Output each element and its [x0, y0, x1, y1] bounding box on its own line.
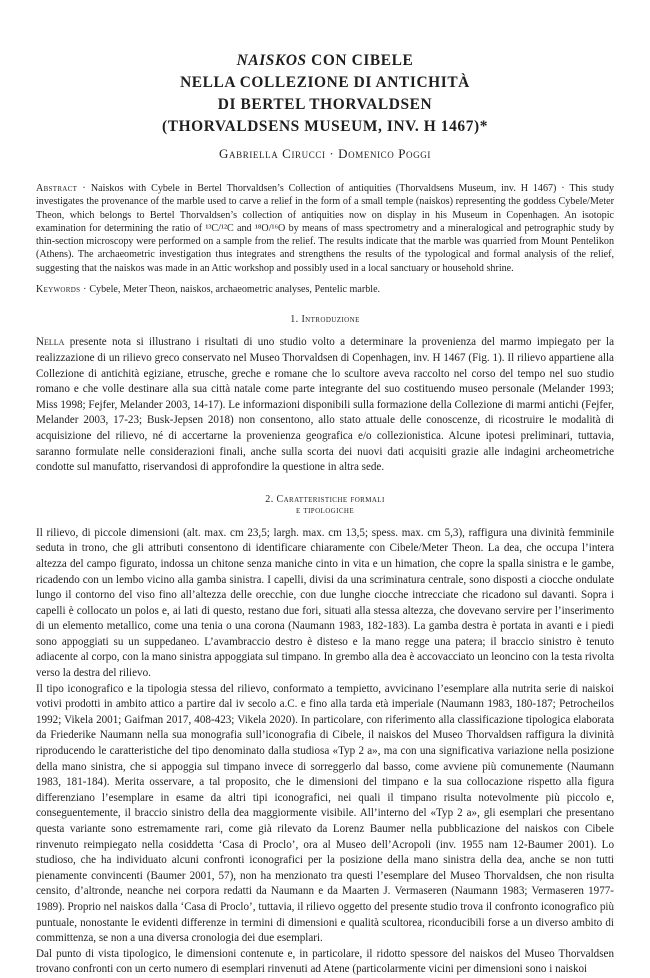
section-introduction [36, 314, 614, 475]
page [36, 50, 614, 978]
abstract-text: Naiskos with Cybele in Bertel Thorvaldsen’s Collection of antiquities (Thorvaldsens Museum, inv. H 1467) · This study investigates the provenance of the marble used to carve a relief in the form of a small temple (naiskos) representing the goddess Cybele/Meter Theon, which belongs to Bertel Thorvaldsen’s collection of antiquities now on display in his Museum in Copenhagen. An isotopic examination for determining the ratio of ¹³C/¹²C and ¹⁸O/¹⁶O by means of mass spectrometry and a mineralogical and petrographic study by thin-section microscopy were performed on a sample from the relief. The results indicate that the marble was quarried from Mount Pentelikon (Athens). The archaeometric investigation thus integrates and strengthens the results of the typological and formal analysis of the relief, suggesting that the naiskos was made in an Attic workshop and possibly used in a local sanctuary or household shrine. [36, 183, 614, 274]
section-2-paragraph-3: Dal punto di vista tipologico, le dimensioni contenute e, in particolare, il ridotto spessore del naiskos del Museo Thorvaldsen trovano confronti con un certo numero di esemplari rinvenuti ad Atene (particolarmente vicini per dimensioni sono i naiskoi [36, 947, 614, 976]
title-line-4: (THORVALDSENS MUSEUM, INV. H 1467)* [161, 118, 489, 135]
section-2-paragraph-1: Il rilievo, di piccole dimensioni (alt. max. cm 23,5; largh. max. cm 13,5; spess. max. cm 5,3), raffigura una divinità femminile seduta in trono, che gli attributi consentono di identificare chiaramente con Cibele/Meter Theon. La dea, che occupa l’intera altezza del campo figurato, indossa un chitone senza maniche cinto in vita e un himation, che copre la spalla sinistra e le gambe, ricadendo con un lembo vicino alla gamba sinistra. I capelli, divisi da una scriminatura centrale, sono disposti a ciocche ondulate lungo il contorno del viso fino all’altezza delle orecchie, con due lunghe ciocche intrecciate che ricadono sul davanti. Sopra i capelli è collocato un polos e, ai lati di questo, restano due fori, situati alla stessa altezza, che dovevano servire per l’inserimento di un elemento metallico, come una tenia o una corona (Naumann 1983, 182-183). La gamba destra è portata in avanti e i piedi sono appoggiati su un suppedaneo. L’avambraccio destro è disteso e la mano regge una patera; il braccio sinistro è tenuto adiacente al corpo, con la mano sinistra appoggiata sul timpano. In grembo alla dea è accovacciato un leoncino con la testa rivolta verso la destra del rilievo. [36, 526, 614, 680]
title-naiskos: NAISKOS [236, 52, 307, 69]
section-2-subheading: e tipologiche [295, 505, 355, 516]
section-1-paragraph [36, 335, 614, 475]
abstract-label: Abstract · [36, 183, 87, 194]
keywords-text: Cybele, Meter Theon, naiskos, archaeometric analyses, Pentelic marble. [86, 284, 381, 296]
section-1-text: presente nota si illustrano i risultati di uno studio volto a determinare la provenienza del marmo impiegato per la realizzazione di un rilievo greco conservato nel Museo Thorvaldsen di Copenhagen, inv. H 1467 (Fig. 1). Il rilievo appartiene alla Collezione di antichità egiziane, etrusche, greche e romane che lo scultore aveva raccolto nel corso del tempo nel suo studio romano e che volle destinare alla sua città natale come parte integrante del suo costituendo museo personale (Melander 1993; Miss 1998; Fejfer, Melander 2003, 14-17). Le informazioni disponibili sulla formazione della Collezione di marmi antichi (Fejfer, Melander 2003, 17-23; Busk-Jepsen 2018) non consentono, allo stato attuale delle conoscenze, di ricostruire le modalità di acquisizione del rilievo, né di accertarne la provenienza geografica e/o collezionistica. Alcune ipotesi preliminari, tuttavia, saranno formulate nelle considerazioni finali, anche sulla scorta dei nuovi dati acquisiti grazie alle indagini archeometriche condotte sul manufatto, riservandosi di approfondire la questione in altra sede. [36, 336, 614, 474]
section-formal-characteristics [36, 494, 614, 978]
section-2-paragraph-2: Il tipo iconografico e la tipologia stessa del rilievo, conformato a tempietto, avvicinano l’esemplare alla nutrita serie di naiskoi votivi prodotti in ambito attico a partire dal iv secolo a.C. e fino alla tarda età imperiale (Naumann 1983, 180-187; Petrocheilos 1992; Vikela 2001; Gaifman 2017, 408-423; Vikela 2020). In particolare, con riferimento alla classificazione tipologica elaborata da Friederike Naumann nella sua monografia sull’iconografia di Cibele, il naiskos del Museo Thorvaldsen raffigura la divinità riproducendo le caratteristiche del tipo denominato dalla studiosa «Typ 2 a», ma con una significativa variazione nella posizione della mano sinistra, che si appoggia sul timpano invece di sorreggerlo dal basso, come avviene più comunemente (Naumann 1983, 181-184). Merita osservare, a tal proposito, che le dimensioni del timpano e la sua collocazione rispetto alla figura differenziano l’esemplare in esame da altri tipi iconografici, nei quali il timpano risulta notevolmente più piccolo e, conseguentemente, il braccio sinistro della dea maggiormente visibile. All’interno del «Typ 2 a», gli esemplari che presentano questa variante sono estremamente rari, come già rilevato da Lorenz Baumer nella pubblicazione del naiskos con Cibele rinvenuto reimpiegato nella cosiddetta ‘Casa di Proclo’, ora al Museo dell’Acropoli (inv. 1955 nam 12-Baumer 2001). Lo studioso, che ha individuato alcuni confronti iconografici per la posizione della mano sinistra della dea, anche se non tutti pienamente convincenti (Baumer 2001, 57), non ha menzionato tra questi l’esemplare del Museo Thorvaldsen, che non risulta censito, d’altronde, neanche nei corpora redatti da Naumann e da Maarten J. Vermaseren (Naumann 1983; Vermaseren 1977-1989). Proprio nel naiskos dalla ‘Casa di Proclo’, tuttavia, il rilievo oggetto del presente studio trova il confronto iconografico più puntuale, nonostante le evidenti differenze in termini di dimensioni e qualità scultorea, riconducibili forse a un diverso ambito di committenza, se non a una diversa cronologia dei due esemplari. [36, 682, 614, 945]
abstract [36, 182, 614, 275]
title-line-1 [237, 52, 414, 69]
authors: Gabriella Cirucci · Domenico Poggi [219, 146, 431, 161]
title-line-2: NELLA COLLEZIONE DI ANTICHITÀ [180, 74, 470, 91]
section-1-lead: Nella [36, 336, 65, 349]
section-1-heading: 1. Introduzione [290, 314, 360, 326]
title-line-3: DI BERTEL THORVALDSEN [217, 96, 433, 113]
title-line-1-rest: CON CIBELE [306, 52, 414, 69]
keywords [36, 283, 614, 296]
section-2-heading: 2. Caratteristiche formali [265, 493, 385, 505]
keywords-label: Keywords · [36, 284, 87, 296]
article-title [36, 50, 614, 138]
